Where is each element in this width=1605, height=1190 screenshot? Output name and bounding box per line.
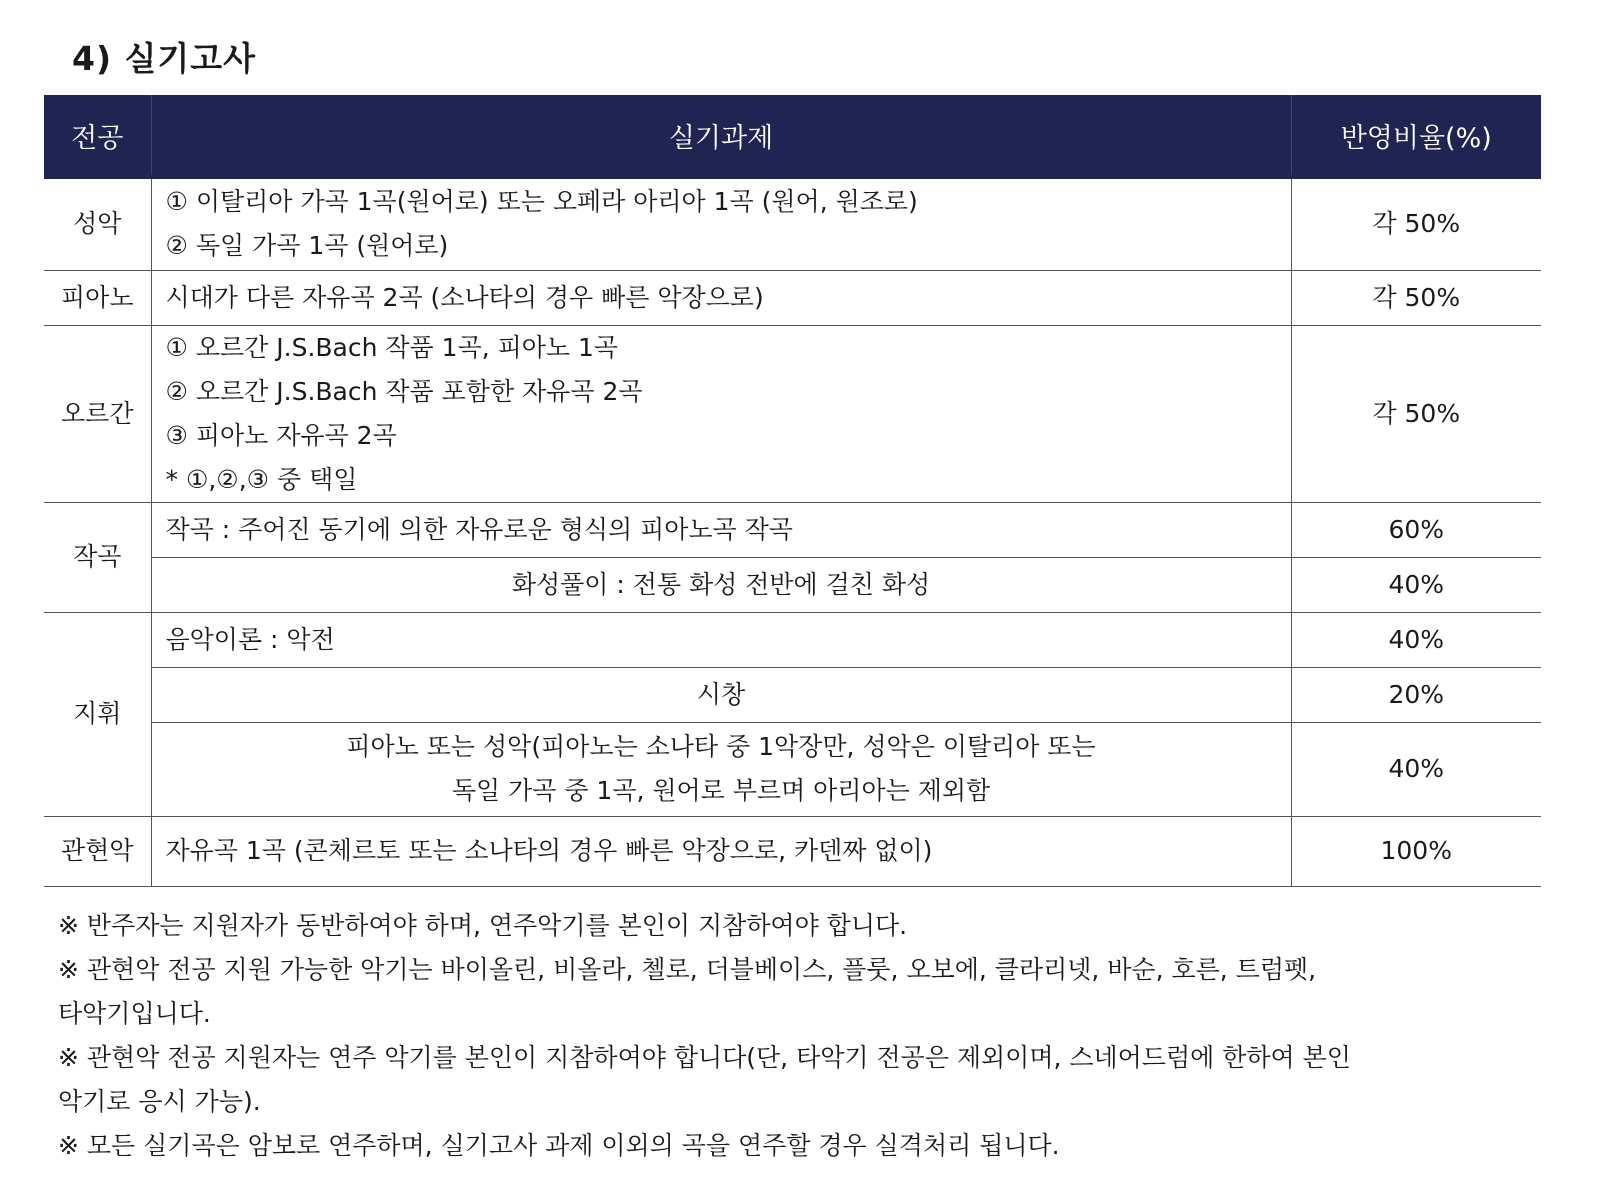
ratio-cell: 40% <box>1291 722 1541 816</box>
major-cell: 피아노 <box>44 270 151 325</box>
note-line: ※ 모든 실기곡은 암보로 연주하며, 실기고사 과제 이외의 곡을 연주할 경우 실격처리 됩니다. <box>58 1131 1060 1160</box>
task-line: ① 이탈리아 가곡 1곡(원어로) 또는 오페라 아리아 1곡 (원어, 원조로) <box>165 187 918 217</box>
task-line: 자유곡 1곡 (콘체르토 또는 소나타의 경우 빠른 악장으로, 카덴짜 없이) <box>165 836 933 865</box>
major-cell: 지휘 <box>44 612 151 816</box>
notes-list <box>58 904 1538 1168</box>
task-line: 음악이론 : 악전 <box>165 624 335 654</box>
major-cell: 오르간 <box>44 325 151 502</box>
task-cell <box>151 612 1291 667</box>
note-item <box>58 948 1538 1036</box>
task-cell <box>151 502 1291 557</box>
table-header-row <box>44 95 1541 177</box>
task-line: 작곡 : 주어진 동기에 의한 자유로운 형식의 피아노곡 작곡 <box>165 514 793 544</box>
task-cell <box>151 325 1291 502</box>
practical-exam-table <box>44 95 1541 887</box>
table-row <box>44 325 1541 502</box>
table-row <box>44 816 1541 886</box>
ratio-cell: 100% <box>1291 816 1541 886</box>
note-item <box>58 904 1538 948</box>
ratio-cell: 40% <box>1291 557 1541 612</box>
task-line: 화성풀이 : 전통 화성 전반에 걸친 화성 <box>511 569 931 599</box>
task-cell <box>151 557 1291 612</box>
header-tasks: 실기과제 <box>151 95 1291 177</box>
table-row <box>44 722 1541 816</box>
header-major: 전공 <box>44 95 151 177</box>
task-line: ② 독일 가곡 1곡 (원어로) <box>165 231 449 261</box>
table-row <box>44 612 1541 667</box>
task-line: * ①,②,③ 중 택일 <box>165 464 358 494</box>
task-cell <box>151 667 1291 722</box>
major-cell: 관현악 <box>44 816 151 886</box>
task-line: 피아노 또는 성악(피아노는 소나타 중 1악장만, 성악은 이탈리아 또는 <box>346 732 1096 761</box>
major-cell: 성악 <box>44 177 151 270</box>
note-line: 타악기입니다. <box>58 999 211 1028</box>
note-line: 악기로 응시 가능). <box>58 1087 261 1116</box>
note-line: ※ 관현악 전공 지원 가능한 악기는 바이올린, 비올라, 첼로, 더블베이스, 플룻, 오보에, 클라리넷, 바순, 호른, 트럼펫, <box>58 955 1317 984</box>
table-row <box>44 177 1541 270</box>
note-line: ※ 반주자는 지원자가 동반하여야 하며, 연주악기를 본인이 지참하여야 합니다. <box>58 911 908 940</box>
ratio-cell: 각 50% <box>1291 325 1541 502</box>
task-cell <box>151 270 1291 325</box>
ratio-cell: 각 50% <box>1291 177 1541 270</box>
table-row <box>44 667 1541 722</box>
major-cell: 작곡 <box>44 502 151 612</box>
note-line: ※ 관현악 전공 지원자는 연주 악기를 본인이 지참하여야 합니다(단, 타악기 전공은 제외이며, 스네어드럼에 한하여 본인 <box>58 1043 1351 1072</box>
ratio-cell: 60% <box>1291 502 1541 557</box>
task-line: 독일 가곡 중 1곡, 원어로 부르며 아리아는 제외함 <box>451 776 991 805</box>
table-row <box>44 557 1541 612</box>
task-line: ② 오르간 J.S.Bach 작품 포함한 자유곡 2곡 <box>165 376 643 406</box>
table-row <box>44 270 1541 325</box>
task-cell <box>151 816 1291 886</box>
task-line: ① 오르간 J.S.Bach 작품 1곡, 피아노 1곡 <box>165 332 619 362</box>
task-cell <box>151 722 1291 816</box>
ratio-cell: 20% <box>1291 667 1541 722</box>
ratio-cell: 각 50% <box>1291 270 1541 325</box>
note-item <box>58 1124 1538 1168</box>
note-item <box>58 1036 1538 1124</box>
task-line: 시대가 다른 자유곡 2곡 (소나타의 경우 빠른 악장으로) <box>165 282 764 312</box>
table-row <box>44 502 1541 557</box>
header-ratio: 반영비율(%) <box>1291 95 1541 177</box>
section-title: 4) 실기고사 <box>72 39 257 78</box>
task-line: 시창 <box>696 679 746 709</box>
task-cell <box>151 177 1291 270</box>
task-line: ③ 피아노 자유곡 2곡 <box>165 420 397 450</box>
ratio-cell: 40% <box>1291 612 1541 667</box>
